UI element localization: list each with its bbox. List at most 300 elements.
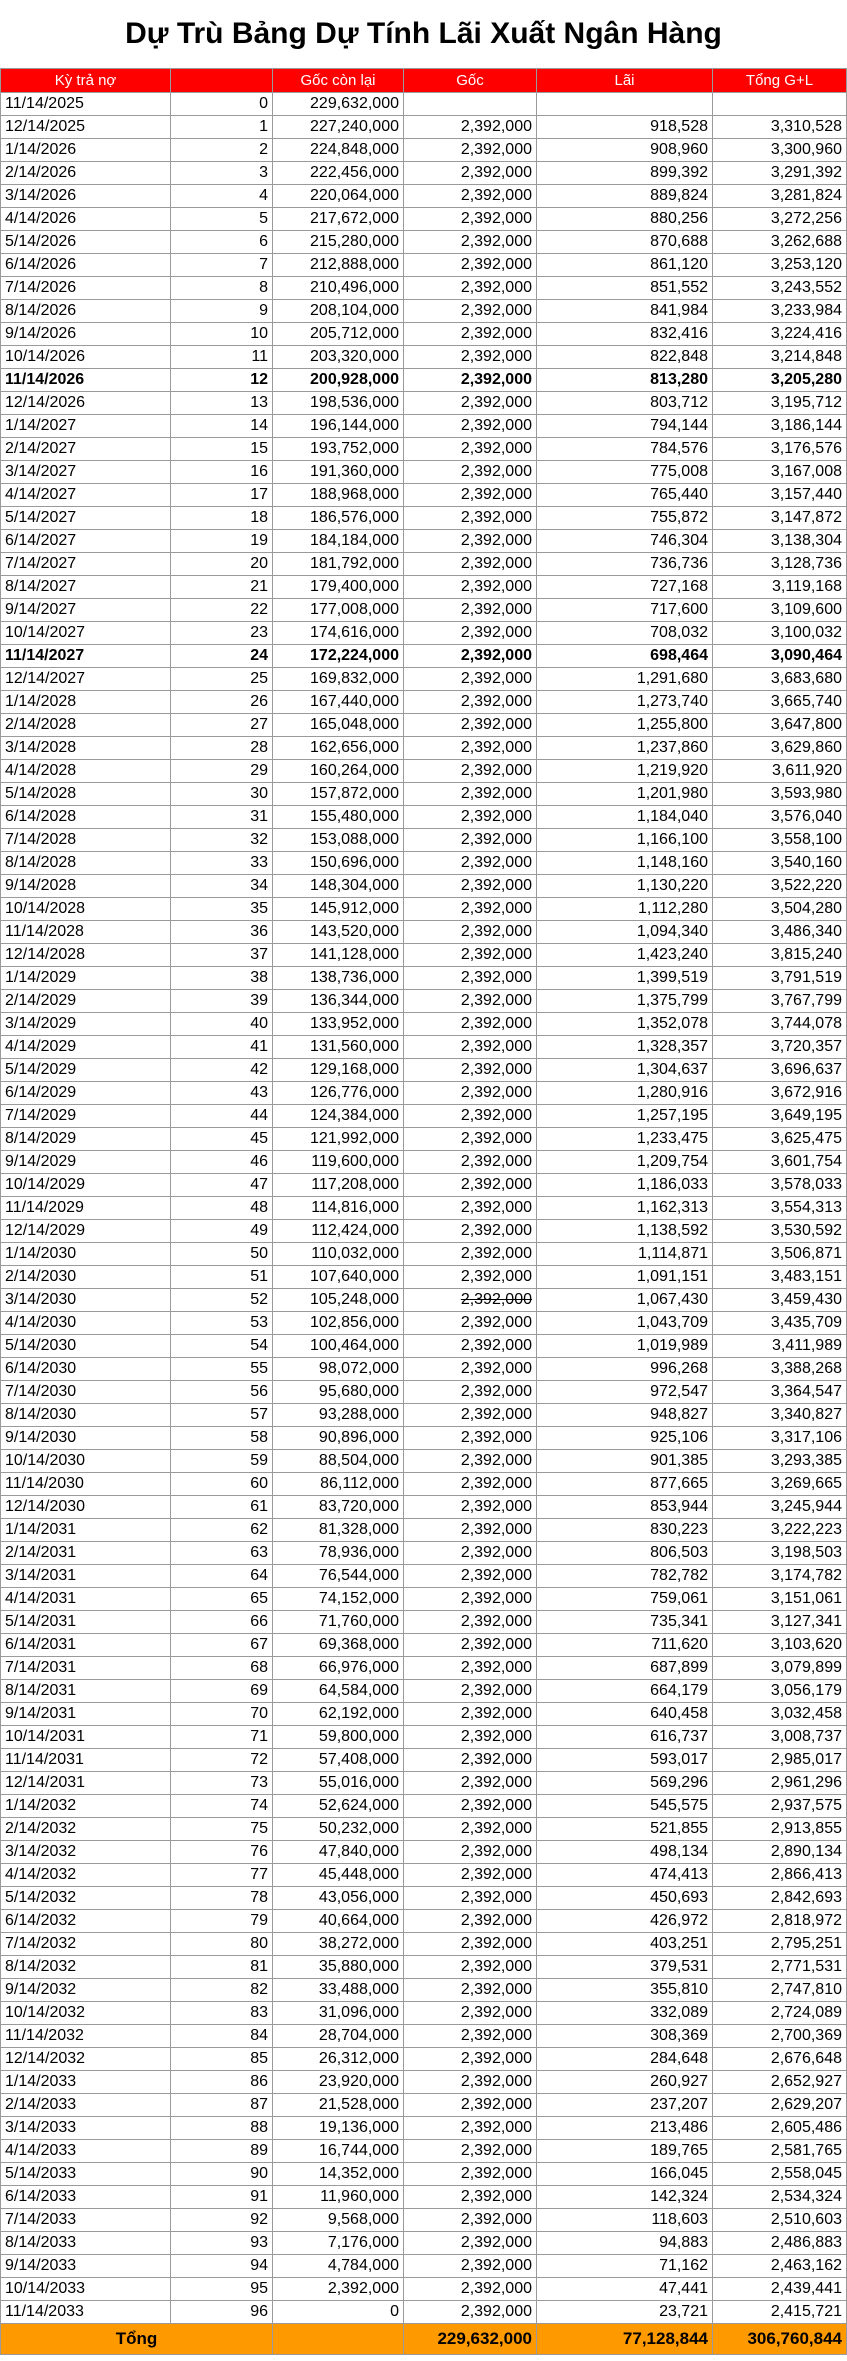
cell-date[interactable]: 7/14/2032 xyxy=(1,1933,171,1956)
cell-principal[interactable]: 2,392,000 xyxy=(404,2071,537,2094)
cell-total[interactable]: 3,558,100 xyxy=(713,829,847,852)
cell-date[interactable]: 4/14/2026 xyxy=(1,208,171,231)
cell-index[interactable]: 8 xyxy=(171,277,273,300)
cell-index[interactable]: 6 xyxy=(171,231,273,254)
cell-date[interactable]: 2/14/2031 xyxy=(1,1542,171,1565)
cell-date[interactable]: 11/14/2030 xyxy=(1,1473,171,1496)
cell-total[interactable]: 3,720,357 xyxy=(713,1036,847,1059)
cell-index[interactable]: 83 xyxy=(171,2002,273,2025)
cell-interest[interactable]: 948,827 xyxy=(537,1404,713,1427)
cell-principal[interactable]: 2,392,000 xyxy=(404,2117,537,2140)
cell-total[interactable]: 3,174,782 xyxy=(713,1565,847,1588)
cell-total[interactable]: 3,109,600 xyxy=(713,599,847,622)
cell-date[interactable]: 3/14/2028 xyxy=(1,737,171,760)
cell-date[interactable]: 8/14/2033 xyxy=(1,2232,171,2255)
cell-remaining-principal[interactable]: 129,168,000 xyxy=(273,1059,404,1082)
cell-date[interactable]: 4/14/2029 xyxy=(1,1036,171,1059)
cell-remaining-principal[interactable]: 124,384,000 xyxy=(273,1105,404,1128)
cell-total[interactable]: 3,253,120 xyxy=(713,254,847,277)
cell-date[interactable]: 7/14/2030 xyxy=(1,1381,171,1404)
cell-principal[interactable]: 2,392,000 xyxy=(404,898,537,921)
cell-principal[interactable]: 2,392,000 xyxy=(404,1956,537,1979)
cell-date[interactable]: 5/14/2031 xyxy=(1,1611,171,1634)
cell-principal[interactable]: 2,392,000 xyxy=(404,2232,537,2255)
cell-principal[interactable] xyxy=(404,93,537,116)
cell-remaining-principal[interactable]: 105,248,000 xyxy=(273,1289,404,1312)
cell-index[interactable]: 3 xyxy=(171,162,273,185)
cell-principal[interactable]: 2,392,000 xyxy=(404,2301,537,2324)
cell-index[interactable]: 11 xyxy=(171,346,273,369)
cell-remaining-principal[interactable]: 43,056,000 xyxy=(273,1887,404,1910)
cell-date[interactable]: 9/14/2027 xyxy=(1,599,171,622)
cell-index[interactable]: 14 xyxy=(171,415,273,438)
cell-interest[interactable]: 1,112,280 xyxy=(537,898,713,921)
cell-principal[interactable]: 2,392,000 xyxy=(404,1427,537,1450)
cell-date[interactable]: 8/14/2029 xyxy=(1,1128,171,1151)
cell-total[interactable]: 3,411,989 xyxy=(713,1335,847,1358)
cell-remaining-principal[interactable]: 143,520,000 xyxy=(273,921,404,944)
cell-remaining-principal[interactable]: 78,936,000 xyxy=(273,1542,404,1565)
cell-total[interactable]: 2,961,296 xyxy=(713,1772,847,1795)
cell-remaining-principal[interactable]: 220,064,000 xyxy=(273,185,404,208)
cell-remaining-principal[interactable]: 95,680,000 xyxy=(273,1381,404,1404)
cell-date[interactable]: 6/14/2033 xyxy=(1,2186,171,2209)
cell-interest[interactable]: 1,138,592 xyxy=(537,1220,713,1243)
cell-total[interactable]: 2,629,207 xyxy=(713,2094,847,2117)
cell-remaining-principal[interactable]: 112,424,000 xyxy=(273,1220,404,1243)
cell-total[interactable]: 3,506,871 xyxy=(713,1243,847,1266)
cell-index[interactable]: 65 xyxy=(171,1588,273,1611)
cell-remaining-principal[interactable]: 217,672,000 xyxy=(273,208,404,231)
cell-total[interactable]: 3,629,860 xyxy=(713,737,847,760)
cell-date[interactable]: 4/14/2032 xyxy=(1,1864,171,1887)
cell-principal[interactable]: 2,392,000 xyxy=(404,2140,537,2163)
cell-index[interactable]: 19 xyxy=(171,530,273,553)
cell-remaining-principal[interactable]: 47,840,000 xyxy=(273,1841,404,1864)
cell-total[interactable]: 2,890,134 xyxy=(713,1841,847,1864)
cell-total[interactable]: 3,317,106 xyxy=(713,1427,847,1450)
cell-index[interactable]: 5 xyxy=(171,208,273,231)
cell-index[interactable]: 79 xyxy=(171,1910,273,1933)
cell-principal[interactable]: 2,392,000 xyxy=(404,300,537,323)
cell-date[interactable]: 4/14/2027 xyxy=(1,484,171,507)
cell-total[interactable]: 3,224,416 xyxy=(713,323,847,346)
cell-remaining-principal[interactable]: 165,048,000 xyxy=(273,714,404,737)
cell-interest[interactable]: 1,375,799 xyxy=(537,990,713,1013)
cell-total[interactable]: 2,795,251 xyxy=(713,1933,847,1956)
cell-total[interactable]: 3,008,737 xyxy=(713,1726,847,1749)
cell-principal[interactable]: 2,392,000 xyxy=(404,2048,537,2071)
cell-principal[interactable]: 2,392,000 xyxy=(404,1933,537,1956)
cell-index[interactable]: 31 xyxy=(171,806,273,829)
cell-date[interactable]: 8/14/2026 xyxy=(1,300,171,323)
cell-total[interactable]: 3,625,475 xyxy=(713,1128,847,1151)
cell-remaining-principal[interactable]: 153,088,000 xyxy=(273,829,404,852)
cell-remaining-principal[interactable]: 174,616,000 xyxy=(273,622,404,645)
cell-remaining-principal[interactable]: 52,624,000 xyxy=(273,1795,404,1818)
cell-principal[interactable]: 2,392,000 xyxy=(404,254,537,277)
cell-total[interactable]: 2,676,648 xyxy=(713,2048,847,2071)
cell-interest[interactable]: 832,416 xyxy=(537,323,713,346)
cell-remaining-principal[interactable]: 59,800,000 xyxy=(273,1726,404,1749)
cell-date[interactable]: 7/14/2031 xyxy=(1,1657,171,1680)
cell-interest[interactable]: 908,960 xyxy=(537,139,713,162)
cell-total[interactable]: 3,214,848 xyxy=(713,346,847,369)
cell-index[interactable]: 20 xyxy=(171,553,273,576)
cell-total[interactable]: 3,388,268 xyxy=(713,1358,847,1381)
cell-principal[interactable]: 2,392,000 xyxy=(404,1634,537,1657)
cell-interest[interactable]: 830,223 xyxy=(537,1519,713,1542)
cell-interest[interactable]: 47,441 xyxy=(537,2278,713,2301)
cell-index[interactable]: 16 xyxy=(171,461,273,484)
cell-index[interactable]: 45 xyxy=(171,1128,273,1151)
cell-interest[interactable]: 972,547 xyxy=(537,1381,713,1404)
cell-index[interactable]: 89 xyxy=(171,2140,273,2163)
cell-total[interactable]: 2,486,883 xyxy=(713,2232,847,2255)
cell-total[interactable]: 2,652,927 xyxy=(713,2071,847,2094)
cell-principal[interactable]: 2,392,000 xyxy=(404,1496,537,1519)
cell-remaining-principal[interactable]: 64,584,000 xyxy=(273,1680,404,1703)
cell-interest[interactable]: 880,256 xyxy=(537,208,713,231)
cell-interest[interactable]: 1,166,100 xyxy=(537,829,713,852)
cell-interest[interactable]: 1,130,220 xyxy=(537,875,713,898)
cell-total[interactable]: 2,724,089 xyxy=(713,2002,847,2025)
cell-index[interactable]: 25 xyxy=(171,668,273,691)
cell-principal[interactable]: 2,392,000 xyxy=(404,1404,537,1427)
cell-interest[interactable]: 332,089 xyxy=(537,2002,713,2025)
cell-principal[interactable]: 2,392,000 xyxy=(404,783,537,806)
cell-date[interactable]: 6/14/2028 xyxy=(1,806,171,829)
header-total[interactable]: Tổng G+L xyxy=(713,69,847,93)
cell-total[interactable]: 3,056,179 xyxy=(713,1680,847,1703)
cell-remaining-principal[interactable]: 119,600,000 xyxy=(273,1151,404,1174)
cell-principal[interactable]: 2,392,000 xyxy=(404,1841,537,1864)
cell-date[interactable]: 11/14/2025 xyxy=(1,93,171,116)
cell-total[interactable]: 3,138,304 xyxy=(713,530,847,553)
cell-remaining-principal[interactable]: 88,504,000 xyxy=(273,1450,404,1473)
cell-principal[interactable]: 2,392,000 xyxy=(404,1887,537,1910)
cell-remaining-principal[interactable]: 2,392,000 xyxy=(273,2278,404,2301)
cell-remaining-principal[interactable]: 19,136,000 xyxy=(273,2117,404,2140)
cell-remaining-principal[interactable]: 177,008,000 xyxy=(273,599,404,622)
cell-date[interactable]: 8/14/2030 xyxy=(1,1404,171,1427)
cell-remaining-principal[interactable]: 98,072,000 xyxy=(273,1358,404,1381)
cell-principal[interactable]: 2,392,000 xyxy=(404,1105,537,1128)
cell-remaining-principal[interactable]: 229,632,000 xyxy=(273,93,404,116)
cell-total[interactable]: 3,791,519 xyxy=(713,967,847,990)
total-principal[interactable]: 229,632,000 xyxy=(404,2324,537,2355)
cell-index[interactable]: 81 xyxy=(171,1956,273,1979)
cell-principal[interactable]: 2,392,000 xyxy=(404,990,537,1013)
cell-interest[interactable]: 664,179 xyxy=(537,1680,713,1703)
cell-index[interactable]: 96 xyxy=(171,2301,273,2324)
cell-index[interactable]: 13 xyxy=(171,392,273,415)
cell-date[interactable]: 1/14/2028 xyxy=(1,691,171,714)
cell-interest[interactable]: 1,280,916 xyxy=(537,1082,713,1105)
cell-total[interactable]: 3,611,920 xyxy=(713,760,847,783)
cell-date[interactable]: 9/14/2028 xyxy=(1,875,171,898)
cell-remaining-principal[interactable]: 93,288,000 xyxy=(273,1404,404,1427)
cell-principal[interactable]: 2,392,000 xyxy=(404,760,537,783)
cell-total[interactable]: 2,747,810 xyxy=(713,1979,847,2002)
cell-index[interactable]: 75 xyxy=(171,1818,273,1841)
header-index[interactable] xyxy=(171,69,273,93)
cell-interest[interactable]: 711,620 xyxy=(537,1634,713,1657)
cell-principal[interactable]: 2,392,000 xyxy=(404,185,537,208)
cell-interest[interactable]: 1,237,860 xyxy=(537,737,713,760)
cell-principal[interactable]: 2,392,000 xyxy=(404,691,537,714)
cell-remaining-principal[interactable]: 81,328,000 xyxy=(273,1519,404,1542)
cell-total[interactable]: 3,147,872 xyxy=(713,507,847,530)
cell-index[interactable]: 62 xyxy=(171,1519,273,1542)
cell-interest[interactable]: 1,399,519 xyxy=(537,967,713,990)
cell-date[interactable]: 9/14/2026 xyxy=(1,323,171,346)
cell-principal[interactable]: 2,392,000 xyxy=(404,392,537,415)
cell-remaining-principal[interactable]: 4,784,000 xyxy=(273,2255,404,2278)
cell-remaining-principal[interactable]: 157,872,000 xyxy=(273,783,404,806)
cell-remaining-principal[interactable]: 0 xyxy=(273,2301,404,2324)
cell-date[interactable]: 10/14/2031 xyxy=(1,1726,171,1749)
cell-total[interactable]: 2,439,441 xyxy=(713,2278,847,2301)
cell-remaining-principal[interactable]: 167,440,000 xyxy=(273,691,404,714)
cell-remaining-principal[interactable]: 9,568,000 xyxy=(273,2209,404,2232)
cell-interest[interactable]: 1,233,475 xyxy=(537,1128,713,1151)
cell-remaining-principal[interactable]: 148,304,000 xyxy=(273,875,404,898)
cell-total[interactable]: 3,340,827 xyxy=(713,1404,847,1427)
cell-date[interactable]: 4/14/2028 xyxy=(1,760,171,783)
cell-index[interactable]: 70 xyxy=(171,1703,273,1726)
cell-remaining-principal[interactable]: 138,736,000 xyxy=(273,967,404,990)
cell-principal[interactable]: 2,392,000 xyxy=(404,2094,537,2117)
cell-date[interactable]: 10/14/2026 xyxy=(1,346,171,369)
cell-remaining-principal[interactable]: 33,488,000 xyxy=(273,1979,404,2002)
cell-date[interactable]: 9/14/2031 xyxy=(1,1703,171,1726)
cell-total[interactable]: 3,119,168 xyxy=(713,576,847,599)
cell-index[interactable]: 68 xyxy=(171,1657,273,1680)
cell-principal[interactable]: 2,392,000 xyxy=(404,277,537,300)
cell-index[interactable]: 35 xyxy=(171,898,273,921)
cell-index[interactable]: 17 xyxy=(171,484,273,507)
cell-principal[interactable]: 2,392,000 xyxy=(404,852,537,875)
cell-date[interactable]: 12/14/2028 xyxy=(1,944,171,967)
cell-index[interactable]: 10 xyxy=(171,323,273,346)
cell-date[interactable]: 11/14/2031 xyxy=(1,1749,171,1772)
cell-index[interactable]: 88 xyxy=(171,2117,273,2140)
cell-interest[interactable]: 593,017 xyxy=(537,1749,713,1772)
cell-date[interactable]: 9/14/2030 xyxy=(1,1427,171,1450)
cell-index[interactable]: 58 xyxy=(171,1427,273,1450)
cell-total[interactable]: 2,463,162 xyxy=(713,2255,847,2278)
cell-date[interactable]: 7/14/2033 xyxy=(1,2209,171,2232)
cell-total[interactable]: 3,262,688 xyxy=(713,231,847,254)
cell-total[interactable]: 3,272,256 xyxy=(713,208,847,231)
cell-remaining-principal[interactable]: 227,240,000 xyxy=(273,116,404,139)
cell-index[interactable]: 37 xyxy=(171,944,273,967)
cell-interest[interactable]: 1,291,680 xyxy=(537,668,713,691)
cell-index[interactable]: 23 xyxy=(171,622,273,645)
cell-remaining-principal[interactable]: 14,352,000 xyxy=(273,2163,404,2186)
cell-interest[interactable]: 1,423,240 xyxy=(537,944,713,967)
cell-remaining-principal[interactable]: 224,848,000 xyxy=(273,139,404,162)
cell-index[interactable]: 72 xyxy=(171,1749,273,1772)
cell-date[interactable]: 2/14/2026 xyxy=(1,162,171,185)
cell-date[interactable]: 10/14/2030 xyxy=(1,1450,171,1473)
cell-interest[interactable]: 569,296 xyxy=(537,1772,713,1795)
cell-interest[interactable]: 698,464 xyxy=(537,645,713,668)
cell-total[interactable]: 3,128,736 xyxy=(713,553,847,576)
cell-remaining-principal[interactable]: 184,184,000 xyxy=(273,530,404,553)
cell-principal[interactable]: 2,392,000 xyxy=(404,1335,537,1358)
cell-remaining-principal[interactable]: 66,976,000 xyxy=(273,1657,404,1680)
cell-total[interactable]: 2,534,324 xyxy=(713,2186,847,2209)
cell-principal[interactable]: 2,392,000 xyxy=(404,875,537,898)
cell-interest[interactable]: 803,712 xyxy=(537,392,713,415)
cell-date[interactable]: 5/14/2027 xyxy=(1,507,171,530)
cell-total[interactable]: 3,593,980 xyxy=(713,783,847,806)
cell-principal[interactable]: 2,392,000 xyxy=(404,1979,537,2002)
cell-interest[interactable]: 1,043,709 xyxy=(537,1312,713,1335)
cell-principal[interactable]: 2,392,000 xyxy=(404,967,537,990)
cell-remaining-principal[interactable]: 193,752,000 xyxy=(273,438,404,461)
cell-remaining-principal[interactable]: 102,856,000 xyxy=(273,1312,404,1335)
cell-index[interactable]: 90 xyxy=(171,2163,273,2186)
cell-interest[interactable]: 142,324 xyxy=(537,2186,713,2209)
cell-interest[interactable]: 735,341 xyxy=(537,1611,713,1634)
cell-index[interactable]: 30 xyxy=(171,783,273,806)
cell-index[interactable]: 34 xyxy=(171,875,273,898)
cell-index[interactable]: 41 xyxy=(171,1036,273,1059)
cell-index[interactable]: 80 xyxy=(171,1933,273,1956)
cell-principal[interactable]: 2,392,000 xyxy=(404,806,537,829)
cell-total[interactable]: 2,558,045 xyxy=(713,2163,847,2186)
cell-interest[interactable]: 708,032 xyxy=(537,622,713,645)
cell-interest[interactable]: 1,257,195 xyxy=(537,1105,713,1128)
cell-total[interactable]: 3,079,899 xyxy=(713,1657,847,1680)
cell-index[interactable]: 49 xyxy=(171,1220,273,1243)
cell-principal[interactable]: 2,392,000 xyxy=(404,1795,537,1818)
cell-interest[interactable]: 759,061 xyxy=(537,1588,713,1611)
cell-remaining-principal[interactable]: 50,232,000 xyxy=(273,1818,404,1841)
cell-remaining-principal[interactable]: 186,576,000 xyxy=(273,507,404,530)
cell-index[interactable]: 55 xyxy=(171,1358,273,1381)
cell-remaining-principal[interactable]: 45,448,000 xyxy=(273,1864,404,1887)
cell-interest[interactable]: 889,824 xyxy=(537,185,713,208)
cell-index[interactable]: 51 xyxy=(171,1266,273,1289)
cell-principal[interactable]: 2,392,000 xyxy=(404,2278,537,2301)
cell-total[interactable]: 3,205,280 xyxy=(713,369,847,392)
header-principal[interactable]: Gốc xyxy=(404,69,537,93)
cell-total[interactable]: 3,696,637 xyxy=(713,1059,847,1082)
cell-total[interactable]: 2,913,855 xyxy=(713,1818,847,1841)
cell-interest[interactable]: 213,486 xyxy=(537,2117,713,2140)
total-sum[interactable]: 306,760,844 xyxy=(713,2324,847,2355)
cell-remaining-principal[interactable]: 107,640,000 xyxy=(273,1266,404,1289)
cell-principal[interactable]: 2,392,000 xyxy=(404,1657,537,1680)
cell-interest[interactable]: 1,019,989 xyxy=(537,1335,713,1358)
cell-index[interactable]: 86 xyxy=(171,2071,273,2094)
cell-interest[interactable]: 746,304 xyxy=(537,530,713,553)
cell-date[interactable]: 11/14/2028 xyxy=(1,921,171,944)
cell-principal[interactable]: 2,392,000 xyxy=(404,1243,537,1266)
cell-total[interactable]: 3,090,464 xyxy=(713,645,847,668)
cell-index[interactable]: 27 xyxy=(171,714,273,737)
cell-remaining-principal[interactable]: 40,664,000 xyxy=(273,1910,404,1933)
cell-interest[interactable]: 284,648 xyxy=(537,2048,713,2071)
cell-principal[interactable]: 2,392,000 xyxy=(404,1749,537,1772)
cell-date[interactable]: 9/14/2032 xyxy=(1,1979,171,2002)
cell-interest[interactable]: 426,972 xyxy=(537,1910,713,1933)
cell-date[interactable]: 3/14/2031 xyxy=(1,1565,171,1588)
cell-index[interactable]: 64 xyxy=(171,1565,273,1588)
cell-interest[interactable]: 870,688 xyxy=(537,231,713,254)
cell-total[interactable]: 3,291,392 xyxy=(713,162,847,185)
cell-total[interactable]: 3,176,576 xyxy=(713,438,847,461)
cell-interest[interactable]: 1,352,078 xyxy=(537,1013,713,1036)
cell-principal[interactable]: 2,392,000 xyxy=(404,1818,537,1841)
cell-index[interactable]: 60 xyxy=(171,1473,273,1496)
cell-date[interactable]: 1/14/2030 xyxy=(1,1243,171,1266)
cell-index[interactable]: 61 xyxy=(171,1496,273,1519)
cell-date[interactable]: 8/14/2027 xyxy=(1,576,171,599)
cell-principal[interactable]: 2,392,000 xyxy=(404,1059,537,1082)
cell-date[interactable]: 2/14/2030 xyxy=(1,1266,171,1289)
cell-total[interactable]: 2,771,531 xyxy=(713,1956,847,1979)
cell-date[interactable]: 5/14/2029 xyxy=(1,1059,171,1082)
cell-principal[interactable]: 2,392,000 xyxy=(404,1565,537,1588)
cell-principal[interactable]: 2,392,000 xyxy=(404,668,537,691)
cell-index[interactable]: 76 xyxy=(171,1841,273,1864)
cell-date[interactable]: 5/14/2033 xyxy=(1,2163,171,2186)
cell-remaining-principal[interactable]: 100,464,000 xyxy=(273,1335,404,1358)
cell-principal[interactable]: 2,392,000 xyxy=(404,346,537,369)
cell-index[interactable]: 0 xyxy=(171,93,273,116)
cell-interest[interactable]: 1,091,151 xyxy=(537,1266,713,1289)
cell-principal[interactable]: 2,392,000 xyxy=(404,1588,537,1611)
cell-interest[interactable]: 1,114,871 xyxy=(537,1243,713,1266)
cell-index[interactable]: 15 xyxy=(171,438,273,461)
cell-total[interactable]: 3,151,061 xyxy=(713,1588,847,1611)
cell-principal[interactable]: 2,392,000 xyxy=(404,1726,537,1749)
cell-remaining-principal[interactable]: 208,104,000 xyxy=(273,300,404,323)
cell-total[interactable]: 3,167,008 xyxy=(713,461,847,484)
cell-date[interactable]: 1/14/2027 xyxy=(1,415,171,438)
cell-date[interactable]: 12/14/2027 xyxy=(1,668,171,691)
total-interest[interactable]: 77,128,844 xyxy=(537,2324,713,2355)
cell-total[interactable]: 3,815,240 xyxy=(713,944,847,967)
cell-principal[interactable]: 2,392,000 xyxy=(404,1772,537,1795)
cell-index[interactable]: 40 xyxy=(171,1013,273,1036)
cell-principal[interactable]: 2,392,000 xyxy=(404,231,537,254)
cell-remaining-principal[interactable]: 205,712,000 xyxy=(273,323,404,346)
cell-date[interactable]: 2/14/2032 xyxy=(1,1818,171,1841)
cell-interest[interactable]: 717,600 xyxy=(537,599,713,622)
cell-interest[interactable]: 822,848 xyxy=(537,346,713,369)
cell-interest[interactable]: 118,603 xyxy=(537,2209,713,2232)
cell-total[interactable]: 2,842,693 xyxy=(713,1887,847,1910)
cell-remaining-principal[interactable]: 117,208,000 xyxy=(273,1174,404,1197)
cell-interest[interactable]: 899,392 xyxy=(537,162,713,185)
cell-date[interactable]: 6/14/2030 xyxy=(1,1358,171,1381)
cell-remaining-principal[interactable]: 188,968,000 xyxy=(273,484,404,507)
cell-remaining-principal[interactable]: 76,544,000 xyxy=(273,1565,404,1588)
cell-index[interactable]: 12 xyxy=(171,369,273,392)
cell-interest[interactable]: 1,162,313 xyxy=(537,1197,713,1220)
cell-remaining-principal[interactable]: 57,408,000 xyxy=(273,1749,404,1772)
cell-remaining-principal[interactable]: 83,720,000 xyxy=(273,1496,404,1519)
cell-interest[interactable]: 94,883 xyxy=(537,2232,713,2255)
cell-remaining-principal[interactable]: 222,456,000 xyxy=(273,162,404,185)
cell-remaining-principal[interactable]: 212,888,000 xyxy=(273,254,404,277)
